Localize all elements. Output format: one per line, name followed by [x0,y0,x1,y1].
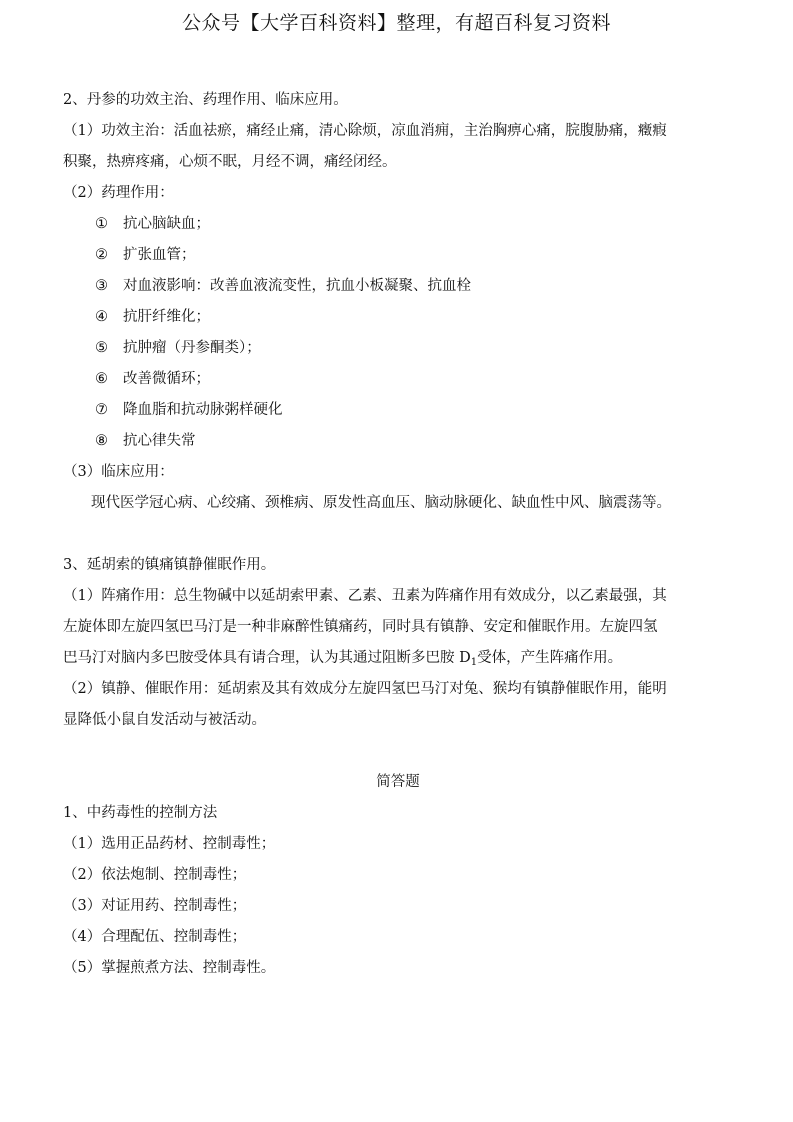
section-3-title: 3、延胡索的镇痛镇静催眠作用。 [63,557,276,573]
section-2-clinical-text: 现代医学冠心病、心绞痛、颈椎病、原发性高血压、脑动脉硬化、缺血性中风、脑震荡等。 [91,495,671,511]
short-answer-item: （1）选用正品药材、控制毒性； [63,836,276,852]
page-header: 公众号【大学百科资料】整理，有超百科复习资料 [181,12,611,34]
section-2-efficacy-line-1: （1）功效主治：活血祛瘀，痛经止痛，清心除烦，凉血消痈，主治胸痹心痛，脘腹胁痛，癥瘕 [63,123,667,139]
section-3-sedative-line-2: 显降低小鼠自发活动与被活动。 [63,712,266,728]
pharmacology-item: ⑥ 改善微循环； [95,371,210,387]
pharmacology-item: ① 抗心脑缺血； [95,216,210,232]
short-answer-item: （5）掌握煎煮方法、控制毒性。 [63,960,276,976]
section-2-clinical-heading: （3）临床应用： [63,464,174,480]
pharmacology-item: ② 扩张血管； [95,247,196,263]
short-answer-item: （2）依法炮制、控制毒性； [63,867,247,883]
section-3-sedative-line-1: （2）镇静、催眠作用：延胡索及其有效成分左旋四氢巴马汀对兔、猴均有镇静催眠作用，能明 [63,681,667,697]
short-answer-item: （4）合理配伍、控制毒性； [63,929,247,945]
spacer [63,736,733,767]
short-answer-heading: 简答题 [376,774,420,790]
section-2-efficacy-line-2: 积聚，热痹疼痛，心烦不眠，月经不调，痛经闭经。 [63,154,397,170]
pharmacology-item: ⑦ 降血脂和抗动脉粥样硬化 [95,402,283,418]
subscript: 1 [470,657,478,668]
section-3-analgesic-line-3: 巴马汀对脑内多巴胺受体具有请合理，认为其通过阻断多巴胺 $D_1$受体，产生阵痛作用。 [63,650,623,668]
document-body [63,85,733,984]
pharmacology-item: ⑧ 抗心律失常 [95,433,196,449]
pharmacology-item: ③ 对血液影响：改善血液流变性，抗血小板凝聚、抗血栓 [95,278,471,294]
spacer [63,519,733,550]
section-3-analgesic-line-2: 左旋体即左旋四氢巴马汀是一种非麻醉性镇痛药，同时具有镇静、安定和催眠作用。左旋四氢 [63,619,658,635]
short-answer-item: （3）对证用药、控制毒性； [63,898,247,914]
pharmacology-item: ④ 抗肝纤维化； [95,309,210,325]
section-2-title: 2、丹参的功效主治、药理作用、临床应用。 [63,92,348,108]
pharmacology-item: ⑤ 抗肿瘤（丹参酮类）； [95,340,261,356]
section-3-analgesic-line-1: （1）阵痛作用：总生物碱中以延胡索甲素、乙素、丑素为阵痛作用有效成分，以乙素最强，其 [63,588,667,604]
short-answer-question-title: 1、中药毒性的控制方法 [63,805,218,821]
section-2-pharmacology-heading: （2）药理作用： [63,185,174,201]
